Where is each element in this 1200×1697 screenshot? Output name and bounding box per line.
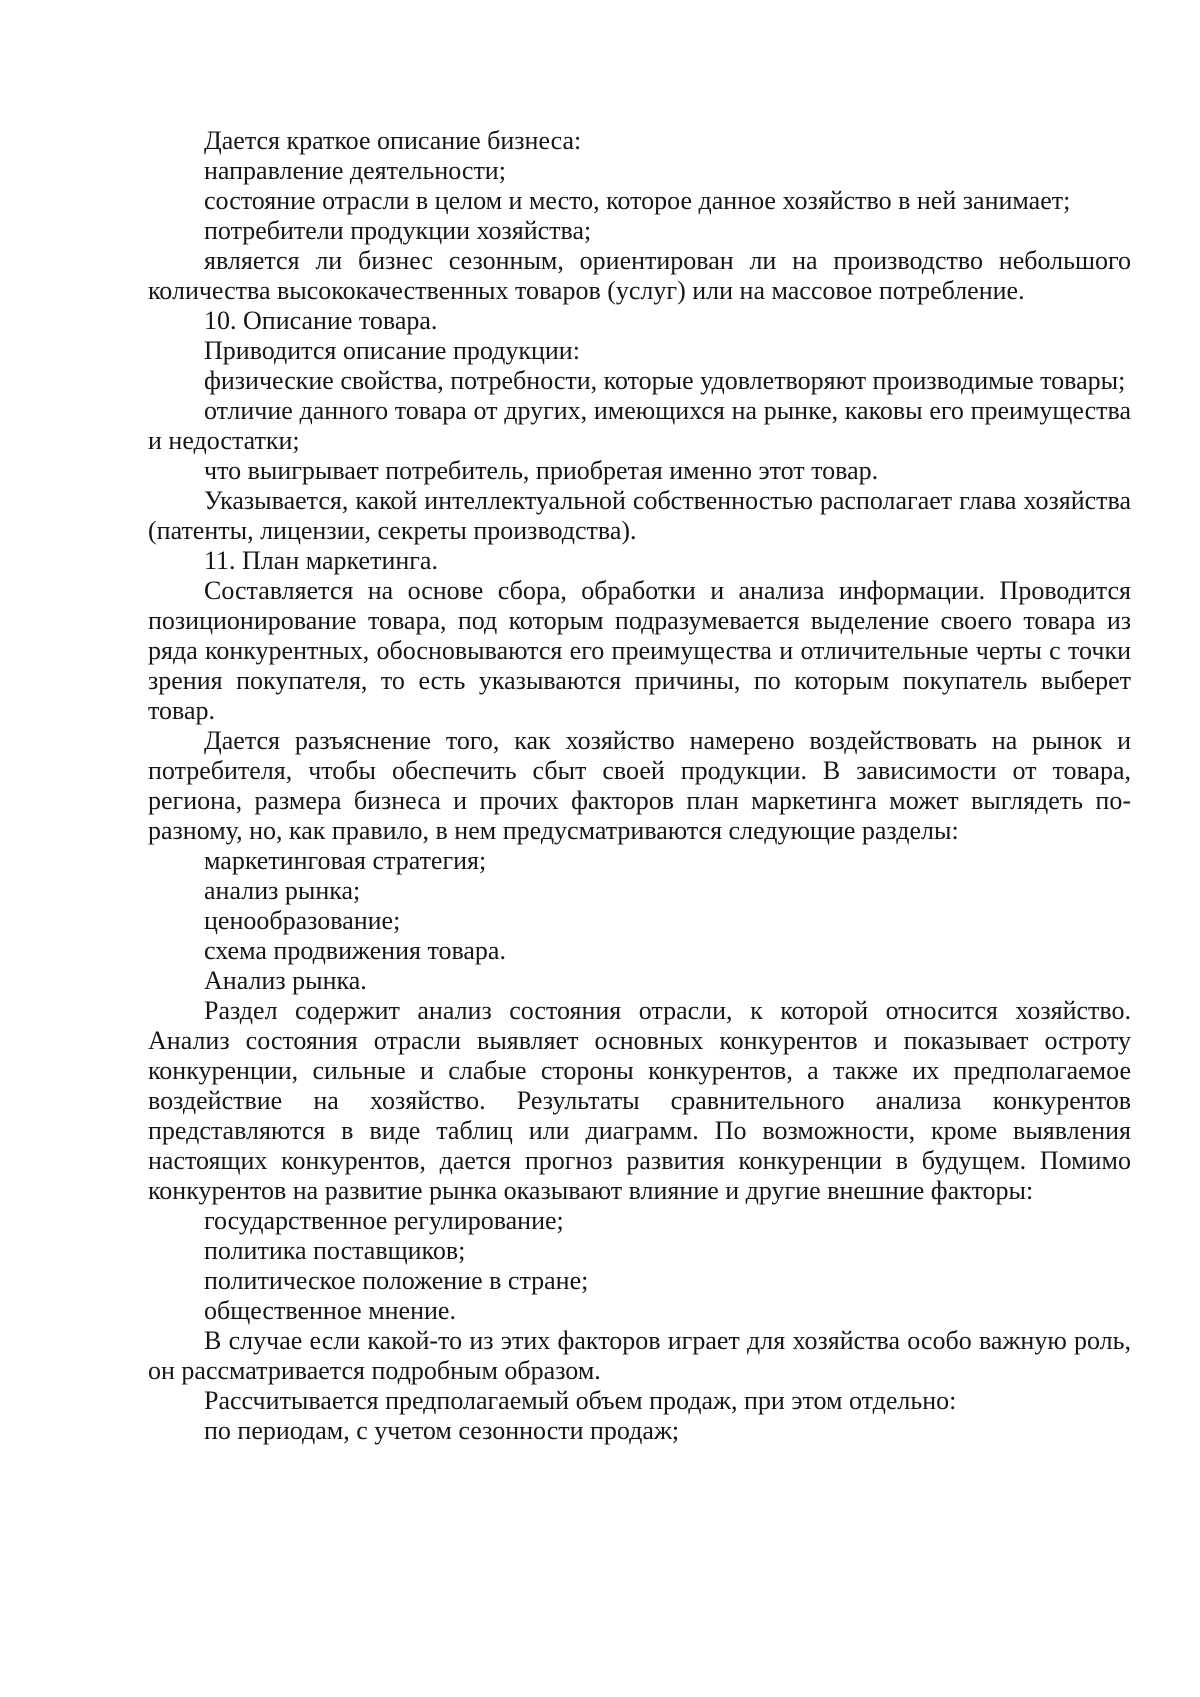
section-heading-11: 11. План маркетинга. xyxy=(204,546,438,575)
paragraph-22: политика поставщиков; xyxy=(204,1236,466,1265)
section-heading-10: 10. Описание товара. xyxy=(204,306,438,335)
paragraph-15: маркетинговая стратегия; xyxy=(204,846,487,875)
paragraph-10: что выигрывает потребитель, приобретая именно этот товар. xyxy=(204,456,879,485)
paragraph-25: В случае если какой-то из этих факторов играет для хозяйства особо важную роль, он рассматривается подробным образом. xyxy=(148,1326,1131,1385)
paragraph-2: направление деятельности; xyxy=(204,156,506,185)
paragraph-26: Рассчитывается предполагаемый объем продаж, при этом отдельно: xyxy=(204,1386,957,1415)
paragraph-20: Раздел содержит анализ состояния отрасли, к которой относится хозяйство. Анализ состояния отрасли выявляет основных конкурентов и показывает остроту конкуренции, сильные и слабые стороны конкурентов, а также их предполагаемое воздействие на хозяйство. Результаты сравнительного анализа конкурентов представляются в виде таблиц или диаграмм. По возможности, кроме выявления настоящих конкурентов, дается прогноз развития конкуренции в будущем. Помимо конкурентов на развитие рынка оказывают влияние и другие внешние факторы: xyxy=(148,996,1131,1205)
paragraph-11: Указывается, какой интеллектуальной собственностью располагает глава хозяйства (патенты, лицензии, секреты производства). xyxy=(148,486,1131,545)
paragraph-8: физические свойства, потребности, которые удовлетворяют производимые товары; xyxy=(204,366,1126,395)
paragraph-14: Дается разъяснение того, как хозяйство намерено воздействовать на рынок и потребителя, чтобы обеспечить сбыт своей продукции. В зависимости от товара, региона, размера бизнеса и прочих факторов план маркетинга может выглядеть по-разному, но, как правило, в нем предусматриваются следующие разделы: xyxy=(148,726,1131,845)
paragraph-24: общественное мнение. xyxy=(204,1296,456,1325)
paragraph-27: по периодам, с учетом сезонности продаж; xyxy=(204,1416,680,1445)
paragraph-21: государственное регулирование; xyxy=(204,1206,564,1235)
paragraph-23: политическое положение в стране; xyxy=(204,1266,589,1295)
paragraph-13: Составляется на основе сбора, обработки и анализа информации. Проводится позиционирование товара, под которым подразумевается выделение своего товара из ряда конкурентных, обосновываются его преимущества и отличительные черты с точки зрения покупателя, то есть указываются причины, по которым покупатель выберет товар. xyxy=(148,576,1131,725)
document-body xyxy=(148,126,1131,1446)
paragraph-5: является ли бизнес сезонным, ориентирован ли на производство небольшого количества высококачественных товаров (услуг) или на массовое потребление. xyxy=(148,246,1131,305)
paragraph-17: ценообразование; xyxy=(204,906,401,935)
paragraph-18: схема продвижения товара. xyxy=(204,936,506,965)
subsection-heading-market-analysis: Анализ рынка. xyxy=(204,966,367,995)
paragraph-4: потребители продукции хозяйства; xyxy=(204,216,592,245)
paragraph-1: Дается краткое описание бизнеса: xyxy=(204,126,582,155)
paragraph-9: отличие данного товара от других, имеющихся на рынке, каковы его преимущества и недостатки; xyxy=(148,396,1131,455)
paragraph-3: состояние отрасли в целом и место, которое данное хозяйство в ней занимает; xyxy=(204,186,1071,215)
paragraph-16: анализ рынка; xyxy=(204,876,361,905)
paragraph-7: Приводится описание продукции: xyxy=(204,336,580,365)
